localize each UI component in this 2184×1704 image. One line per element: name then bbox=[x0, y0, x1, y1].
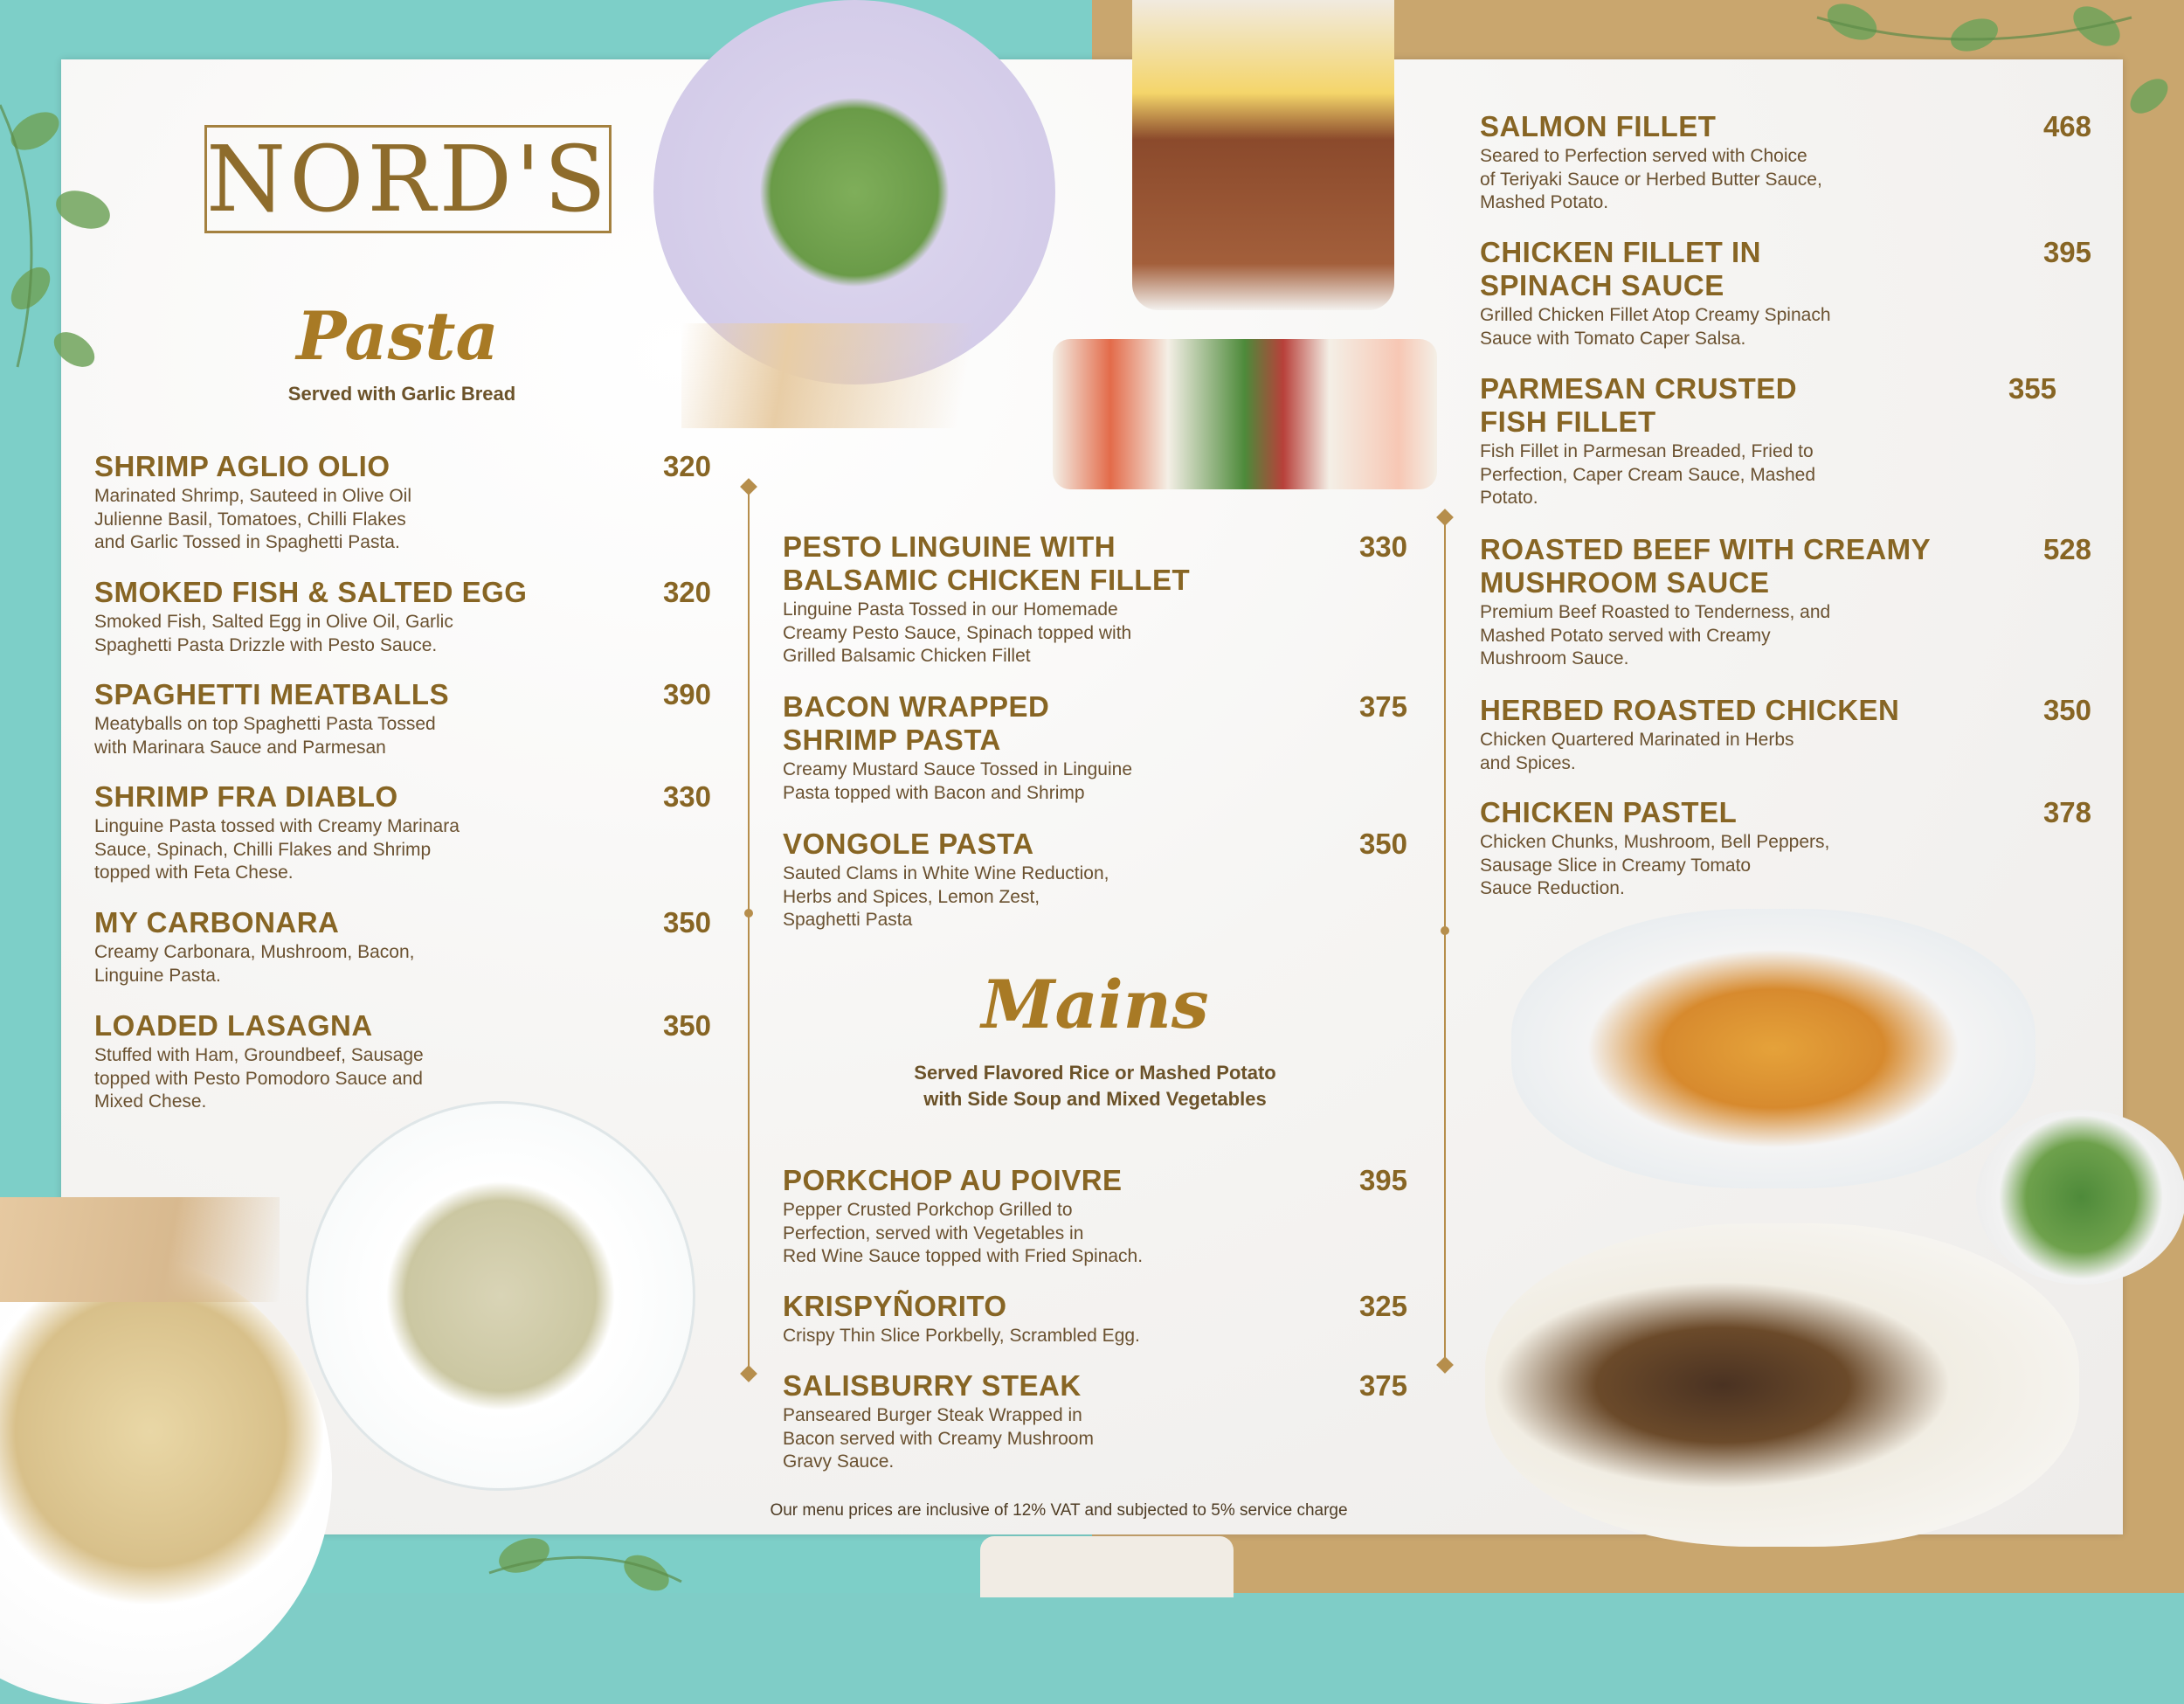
shrimp-pesto-pasta-photo bbox=[306, 1101, 695, 1491]
item-price: 320 bbox=[662, 450, 711, 482]
menu-item bbox=[94, 678, 711, 759]
item-name: LOADED LASAGNA bbox=[94, 1009, 373, 1042]
item-name: SHRIMP FRA DIABLO bbox=[94, 780, 398, 813]
item-name: SALMON FILLET bbox=[1480, 110, 1717, 142]
menu-item bbox=[1480, 372, 2056, 510]
item-description: Linguine Pasta Tossed in our Homemade Creamy Pesto Sauce, Spinach topped with Grilled Balsamic Chicken Fillet bbox=[783, 599, 1132, 666]
mains-section-subtitle: Served Flavored Rice or Mashed Potato with Side Soup and Mixed Vegetables bbox=[914, 1062, 1276, 1110]
item-description: Creamy Carbonara, Mushroom, Bacon, Linguine Pasta. bbox=[94, 942, 415, 986]
column-divider-right bbox=[1444, 520, 1446, 1363]
item-price: 320 bbox=[662, 576, 711, 608]
item-description: Linguine Pasta tossed with Creamy Marinara Sauce, Spinach, Chilli Flakes and Shrimp topped with Feta Chese. bbox=[94, 816, 460, 883]
item-name: VONGOLE PASTA bbox=[783, 828, 1034, 860]
menu-item bbox=[94, 450, 711, 555]
item-price: 375 bbox=[1358, 690, 1407, 723]
menu-item bbox=[783, 1290, 1407, 1348]
menu-item bbox=[94, 780, 711, 885]
item-price: 350 bbox=[2042, 694, 2091, 726]
item-name: BACON WRAPPED SHRIMP PASTA bbox=[783, 690, 1050, 756]
item-description: Sauted Clams in White Wine Reduction, Herbs and Spices, Lemon Zest, Spaghetti Pasta bbox=[783, 863, 1109, 930]
item-description: Crispy Thin Slice Porkbelly, Scrambled Egg. bbox=[783, 1326, 1140, 1346]
herbed-roasted-chicken-photo bbox=[1485, 1223, 2079, 1547]
item-description: Fish Fillet in Parmesan Breaded, Fried to Perfection, Caper Cream Sauce, Mashed Potato. bbox=[1480, 441, 1816, 508]
item-name: ROASTED BEEF WITH CREAMY MUSHROOM SAUCE bbox=[1480, 533, 1932, 599]
pasta-section-title: Pasta bbox=[296, 297, 499, 375]
column-divider-left bbox=[748, 489, 750, 1372]
item-description: Panseared Burger Steak Wrapped in Bacon served with Creamy Mushroom Gravy Sauce. bbox=[783, 1405, 1094, 1472]
menu-item bbox=[783, 690, 1407, 805]
menu-item bbox=[783, 530, 1407, 668]
item-name: CHICKEN FILLET IN SPINACH SAUCE bbox=[1480, 236, 1761, 301]
item-name: SPAGHETTI MEATBALLS bbox=[94, 678, 450, 710]
menu-item bbox=[94, 906, 711, 987]
pasta-section-subtitle: Served with Garlic Bread bbox=[287, 383, 516, 405]
item-description: Meatyballs on top Spaghetti Pasta Tossed with Marinara Sauce and Parmesan bbox=[94, 714, 436, 758]
item-name: KRISPYÑORITO bbox=[783, 1290, 1007, 1322]
item-description: Seared to Perfection served with Choice of Teriyaki Sauce or Herbed Butter Sauce, Mashed Potato. bbox=[1480, 146, 1822, 212]
item-description: Marinated Shrimp, Sauteed in Olive Oil Julienne Basil, Tomatoes, Chilli Flakes and Garlic Tossed in Spaghetti Pasta. bbox=[94, 486, 411, 552]
item-name: SHRIMP AGLIO OLIO bbox=[94, 450, 390, 482]
item-price: 325 bbox=[1358, 1290, 1407, 1322]
price-disclaimer: Our menu prices are inclusive of 12% VAT and subjected to 5% service charge bbox=[770, 1501, 1348, 1520]
logo-text: NORD'S bbox=[206, 126, 610, 232]
item-price: 355 bbox=[2008, 372, 2056, 405]
item-name: SALISBURRY STEAK bbox=[783, 1369, 1082, 1402]
menu-item bbox=[783, 1369, 1407, 1474]
fried-porkbelly-photo bbox=[1132, 0, 1394, 310]
menu-item bbox=[1480, 236, 2091, 350]
item-description: Smoked Fish, Salted Egg in Olive Oil, Garlic Spaghetti Pasta Drizzle with Pesto Sauce. bbox=[94, 612, 453, 655]
item-price: 528 bbox=[2042, 533, 2091, 565]
item-description: Creamy Mustard Sauce Tossed in Linguine Pasta topped with Bacon and Shrimp bbox=[783, 759, 1132, 803]
item-price: 375 bbox=[1358, 1369, 1407, 1402]
item-name: PORKCHOP AU POIVRE bbox=[783, 1164, 1123, 1196]
cutlery-bottom-left bbox=[0, 1197, 280, 1302]
item-name: MY CARBONARA bbox=[94, 906, 340, 939]
menu-item bbox=[94, 1009, 711, 1114]
item-price: 395 bbox=[1358, 1164, 1407, 1196]
side-dishes-photo bbox=[1053, 339, 1437, 489]
item-price: 378 bbox=[2042, 796, 2091, 828]
side-salad-photo bbox=[1976, 1110, 2184, 1285]
item-price: 350 bbox=[1358, 828, 1407, 860]
item-description: Chicken Chunks, Mushroom, Bell Peppers, Sausage Slice in Creamy Tomato Sauce Reduction. bbox=[1480, 832, 1830, 898]
menu-item bbox=[1480, 533, 2091, 671]
item-price: 350 bbox=[662, 1009, 711, 1042]
item-name: PESTO LINGUINE WITH BALSAMIC CHICKEN FILLET bbox=[783, 530, 1191, 596]
item-price: 330 bbox=[1358, 530, 1407, 563]
item-price: 468 bbox=[2042, 110, 2091, 142]
item-description: Pepper Crusted Porkchop Grilled to Perfection, served with Vegetables in Red Wine Sauce topped with Fried Spinach. bbox=[783, 1200, 1144, 1266]
nords-logo bbox=[204, 125, 612, 233]
menu-item bbox=[783, 828, 1407, 932]
menu-item bbox=[1480, 694, 2091, 775]
item-price: 390 bbox=[662, 678, 711, 710]
item-name: HERBED ROASTED CHICKEN bbox=[1480, 694, 1900, 726]
menu-item bbox=[783, 1164, 1407, 1269]
mains-section-title: Mains bbox=[981, 966, 1209, 1043]
item-description: Chicken Quartered Marinated in Herbs and Spices. bbox=[1480, 730, 1794, 773]
divider-dot-icon bbox=[744, 909, 753, 918]
item-price: 330 bbox=[662, 780, 711, 813]
item-name: CHICKEN PASTEL bbox=[1480, 796, 1738, 828]
item-description: Premium Beef Roasted to Tenderness, and Mashed Potato served with Creamy Mushroom Sauce. bbox=[1480, 602, 1831, 668]
item-price: 350 bbox=[662, 906, 711, 939]
menu-item bbox=[1480, 796, 2091, 901]
menu-item bbox=[1480, 110, 2091, 215]
item-name: SMOKED FISH & SALTED EGG bbox=[94, 576, 528, 608]
item-description: Stuffed with Ham, Groundbeef, Sausage topped with Pesto Pomodoro Sauce and Mixed Chese. bbox=[94, 1045, 424, 1112]
item-price: 395 bbox=[2042, 236, 2091, 268]
chicken-pastel-photo bbox=[1511, 909, 2035, 1188]
dessert-plate-photo bbox=[980, 1536, 1234, 1597]
menu-item bbox=[94, 576, 711, 657]
divider-dot-icon bbox=[1441, 926, 1449, 935]
item-name: PARMESAN CRUSTED FISH FILLET bbox=[1480, 372, 1798, 438]
item-description: Grilled Chicken Fillet Atop Creamy Spinach Sauce with Tomato Caper Salsa. bbox=[1480, 305, 1831, 349]
